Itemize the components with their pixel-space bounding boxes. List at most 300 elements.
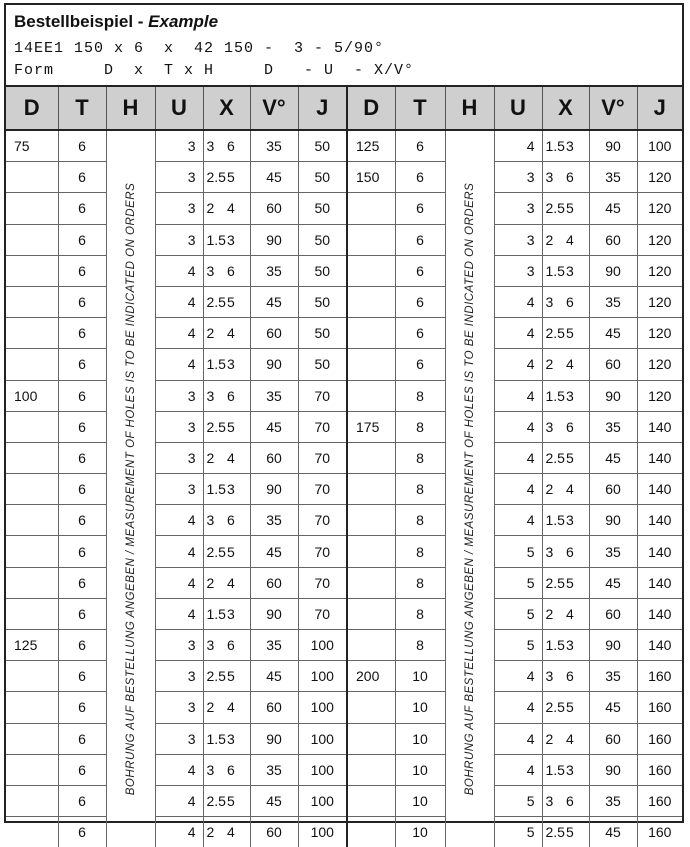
cell-x2: 4 [225, 318, 250, 349]
cell-x2: 6 [225, 380, 250, 411]
cell-t-right: 6 [395, 224, 445, 255]
cell-x1: 2 [203, 817, 225, 847]
cell-u-right: 5 [494, 536, 542, 567]
cell-d [6, 567, 58, 598]
cell-x1: 1.5 [203, 224, 225, 255]
cell-t-right: 8 [395, 598, 445, 629]
cell-x1: 2 [203, 318, 225, 349]
col-header-t: T [58, 86, 106, 130]
cell-d [6, 411, 58, 442]
cell-x1: 2 [203, 442, 225, 473]
cell-j: 50 [298, 162, 347, 193]
cell-t: 6 [58, 255, 106, 286]
dimensions-table [6, 85, 682, 847]
cell-x2-right: 6 [564, 536, 589, 567]
cell-j: 100 [298, 723, 347, 754]
cell-j: 50 [298, 130, 347, 162]
col-header-j-right: J [637, 86, 682, 130]
cell-j: 100 [298, 661, 347, 692]
cell-v-right: 35 [589, 162, 637, 193]
cell-u: 4 [155, 817, 203, 847]
cell-x2: 6 [225, 505, 250, 536]
cell-d-right [347, 318, 395, 349]
cell-u: 3 [155, 224, 203, 255]
cell-t-right: 8 [395, 474, 445, 505]
cell-x2-right: 5 [564, 442, 589, 473]
cell-x2: 5 [225, 536, 250, 567]
cell-x2: 4 [225, 692, 250, 723]
cell-u: 3 [155, 130, 203, 162]
cell-t: 6 [58, 692, 106, 723]
cell-v-right: 90 [589, 255, 637, 286]
cell-u: 4 [155, 255, 203, 286]
cell-d-right [347, 442, 395, 473]
cell-u-right: 4 [494, 318, 542, 349]
cell-j: 100 [298, 754, 347, 785]
cell-u-right: 4 [494, 723, 542, 754]
cell-x1: 2.5 [203, 536, 225, 567]
cell-u-right: 4 [494, 349, 542, 380]
cell-j-right: 140 [637, 505, 682, 536]
cell-t-right: 6 [395, 255, 445, 286]
cell-u: 4 [155, 754, 203, 785]
cell-v: 90 [250, 224, 298, 255]
cell-u: 3 [155, 193, 203, 224]
header-title [14, 12, 218, 32]
cell-u: 4 [155, 785, 203, 816]
cell-j-right: 160 [637, 785, 682, 816]
cell-v-right: 90 [589, 505, 637, 536]
cell-v-right: 35 [589, 536, 637, 567]
cell-t-right: 8 [395, 536, 445, 567]
cell-x2-right: 3 [564, 380, 589, 411]
cell-t: 6 [58, 162, 106, 193]
cell-x2-right: 4 [564, 598, 589, 629]
cell-u-right: 4 [494, 411, 542, 442]
cell-u-right: 3 [494, 255, 542, 286]
cell-t: 6 [58, 474, 106, 505]
cell-x2: 4 [225, 817, 250, 847]
col-header-v-right: V° [589, 86, 637, 130]
cell-v-right: 35 [589, 785, 637, 816]
cell-x1-right: 2 [542, 598, 564, 629]
cell-x1: 2.5 [203, 661, 225, 692]
cell-j: 70 [298, 442, 347, 473]
cell-t: 6 [58, 318, 106, 349]
cell-d [6, 754, 58, 785]
cell-x2-right: 3 [564, 754, 589, 785]
cell-v: 90 [250, 723, 298, 754]
cell-t-right: 6 [395, 193, 445, 224]
cell-x1: 2 [203, 692, 225, 723]
vertical-note-left [106, 130, 155, 847]
cell-d [6, 224, 58, 255]
cell-x1-right: 1.5 [542, 505, 564, 536]
cell-j-right: 120 [637, 286, 682, 317]
cell-d [6, 661, 58, 692]
cell-x1-right: 1.5 [542, 754, 564, 785]
cell-v-right: 35 [589, 661, 637, 692]
vertical-note-right [445, 130, 494, 847]
cell-x1: 2 [203, 567, 225, 598]
cell-d: 100 [6, 380, 58, 411]
cell-x2-right: 3 [566, 138, 574, 155]
cell-d-right [347, 817, 395, 847]
cell-u-right: 4 [494, 661, 542, 692]
cell-d [6, 785, 58, 816]
cell-v-right: 35 [589, 286, 637, 317]
cell-d-right [347, 349, 395, 380]
cell-v: 60 [250, 817, 298, 847]
cell-d-right: 200 [347, 661, 395, 692]
cell-d [6, 162, 58, 193]
cell-x1-right: 2 [542, 224, 564, 255]
cell-t: 6 [58, 723, 106, 754]
cell-x1-right: 2.5 [542, 817, 564, 847]
cell-v: 60 [250, 193, 298, 224]
cell-t: 6 [58, 130, 106, 162]
cell-d [6, 318, 58, 349]
cell-d-right [347, 754, 395, 785]
cell-x2-right: 3 [564, 255, 589, 286]
cell-j-right: 100 [637, 130, 682, 162]
cell-v-right: 45 [589, 692, 637, 723]
cell-v: 60 [250, 567, 298, 598]
cell-u-right: 4 [494, 692, 542, 723]
cell-x1-right: 2 [542, 474, 564, 505]
cell-t: 6 [58, 411, 106, 442]
cell-x2: 3 [225, 598, 250, 629]
cell-v-right: 90 [589, 130, 637, 162]
cell-u-right: 4 [494, 474, 542, 505]
cell-d-right [347, 630, 395, 661]
cell-j: 70 [298, 474, 347, 505]
title-dash: - [133, 12, 149, 31]
cell-x1-right: 3 [542, 785, 564, 816]
cell-x2-right: 6 [564, 162, 589, 193]
cell-x2-right: 5 [564, 817, 589, 847]
cell-x1: 3 [203, 255, 225, 286]
cell-x2-right: 3 [564, 505, 589, 536]
cell-x2-right: 5 [564, 318, 589, 349]
cell-d-right: 175 [347, 411, 395, 442]
cell-t-right: 8 [395, 380, 445, 411]
cell-u: 3 [155, 442, 203, 473]
cell-u-right: 3 [494, 224, 542, 255]
cell-x2-right: 4 [564, 723, 589, 754]
cell-t-right: 6 [395, 286, 445, 317]
cell-u: 3 [155, 661, 203, 692]
cell-v-right: 90 [589, 380, 637, 411]
cell-x1-right: 2.5 [542, 442, 564, 473]
column-header-row [6, 86, 682, 130]
cell-x1-right: 2.5 [542, 318, 564, 349]
cell-x2-right: 5 [564, 567, 589, 598]
cell-d-right [347, 692, 395, 723]
cell-u: 3 [155, 411, 203, 442]
cell-x2-right: 4 [564, 349, 589, 380]
cell-t: 6 [58, 817, 106, 847]
cell-x1: 1.5 [203, 349, 225, 380]
cell-x1-right: 1.5 [542, 255, 564, 286]
cell-u-right: 3 [494, 162, 542, 193]
cell-t: 6 [58, 349, 106, 380]
cell-d [6, 505, 58, 536]
cell-j-right: 140 [637, 567, 682, 598]
cell-v: 60 [250, 318, 298, 349]
col-header-u: U [155, 86, 203, 130]
cell-x1-right: 3 [542, 286, 564, 317]
cell-x2-right: 6 [564, 661, 589, 692]
cell-j: 100 [298, 630, 347, 661]
cell-x2: 3 [225, 224, 250, 255]
cell-j-right: 120 [637, 255, 682, 286]
cell-d [6, 474, 58, 505]
cell-x2-right: 5 [564, 193, 589, 224]
cell-v: 35 [250, 130, 298, 162]
cell-v-right: 60 [589, 598, 637, 629]
cell-x2: 6 [227, 138, 235, 155]
cell-u: 4 [155, 286, 203, 317]
cell-v: 45 [250, 286, 298, 317]
cell-j: 70 [298, 598, 347, 629]
cell-t-right: 8 [395, 567, 445, 598]
cell-u-right: 5 [494, 567, 542, 598]
cell-x1: 3 [203, 630, 225, 661]
cell-x2-right: 5 [564, 692, 589, 723]
cell-j: 100 [298, 692, 347, 723]
cell-u: 4 [155, 505, 203, 536]
vertical-note-text: BOHRUNG AUF BESTELLUNG ANGEBEN / MEASUREMENT OF HOLES IS TO BE INDICATED ON ORDERS [463, 182, 476, 796]
cell-j-right: 160 [637, 692, 682, 723]
cell-j: 50 [298, 349, 347, 380]
cell-v-right: 90 [589, 630, 637, 661]
cell-d [6, 442, 58, 473]
cell-u: 3 [155, 723, 203, 754]
col-header-t-right: T [395, 86, 445, 130]
cell-v: 60 [250, 692, 298, 723]
cell-x1: 1.5 [203, 598, 225, 629]
cell-u: 3 [155, 380, 203, 411]
cell-d-right [347, 255, 395, 286]
cell-t: 6 [58, 380, 106, 411]
cell-t-right: 10 [395, 817, 445, 847]
col-header-d: D [6, 86, 58, 130]
cell-x2-right: 6 [564, 785, 589, 816]
cell-t-right: 10 [395, 692, 445, 723]
cell-d-right [347, 193, 395, 224]
col-header-d-right: D [347, 86, 395, 130]
cell-v: 35 [250, 255, 298, 286]
cell-j: 70 [298, 380, 347, 411]
cell-t-right: 10 [395, 723, 445, 754]
cell-u-right: 4 [494, 505, 542, 536]
col-header-x: X [203, 86, 250, 130]
cell-j: 70 [298, 411, 347, 442]
cell-t: 6 [58, 598, 106, 629]
cell-d-right [347, 505, 395, 536]
cell-t-right: 10 [395, 661, 445, 692]
cell-t: 6 [58, 505, 106, 536]
cell-x1: 2.5 [203, 785, 225, 816]
cell-j-right: 140 [637, 474, 682, 505]
cell-u: 4 [155, 318, 203, 349]
cell-v: 35 [250, 754, 298, 785]
cell-t: 6 [58, 442, 106, 473]
table-body [6, 130, 682, 847]
cell-t: 6 [58, 286, 106, 317]
cell-u-right: 4 [494, 442, 542, 473]
cell-j: 100 [298, 785, 347, 816]
cell-v: 90 [250, 598, 298, 629]
cell-d: 75 [14, 138, 30, 155]
col-header-v: V° [250, 86, 298, 130]
cell-v-right: 60 [589, 723, 637, 754]
cell-u-right: 4 [494, 286, 542, 317]
cell-u: 4 [155, 598, 203, 629]
cell-x2: 4 [225, 442, 250, 473]
cell-x1-right: 2.5 [542, 692, 564, 723]
cell-v-right: 45 [589, 817, 637, 847]
cell-j-right: 120 [637, 162, 682, 193]
cell-x1: 3 [203, 505, 225, 536]
cell-j-right: 140 [637, 630, 682, 661]
cell-x2: 5 [225, 411, 250, 442]
cell-v: 45 [250, 661, 298, 692]
cell-u: 3 [155, 162, 203, 193]
cell-x1: 2.5 [203, 286, 225, 317]
cell-v-right: 35 [589, 411, 637, 442]
cell-t: 6 [58, 630, 106, 661]
cell-u: 3 [155, 692, 203, 723]
cell-t: 6 [58, 785, 106, 816]
cell-x2: 6 [225, 630, 250, 661]
cell-t: 6 [58, 567, 106, 598]
cell-j-right: 160 [637, 754, 682, 785]
cell-j: 70 [298, 567, 347, 598]
cell-v: 45 [250, 536, 298, 567]
cell-d-right [347, 536, 395, 567]
cell-v: 45 [250, 411, 298, 442]
cell-x1-right: 2 [542, 723, 564, 754]
cell-t-right: 6 [395, 349, 445, 380]
table-row [6, 130, 682, 162]
cell-v: 90 [250, 349, 298, 380]
cell-j-right: 160 [637, 817, 682, 847]
cell-u-right: 5 [494, 817, 542, 847]
cell-d-right [347, 723, 395, 754]
cell-t-right: 10 [395, 785, 445, 816]
cell-d [6, 817, 58, 847]
cell-t-right: 6 [395, 162, 445, 193]
cell-d-right [347, 474, 395, 505]
cell-t: 6 [58, 536, 106, 567]
cell-x2: 5 [225, 286, 250, 317]
col-header-x-right: X [542, 86, 589, 130]
cell-v-right: 45 [589, 193, 637, 224]
cell-d-right [347, 567, 395, 598]
cell-d-right [347, 785, 395, 816]
cell-j: 70 [298, 536, 347, 567]
cell-x2: 5 [225, 785, 250, 816]
cell-v-right: 90 [589, 754, 637, 785]
cell-x2: 5 [225, 162, 250, 193]
cell-x2: 3 [225, 349, 250, 380]
cell-u: 4 [155, 349, 203, 380]
cell-x1-right: 3 [542, 411, 564, 442]
cell-d-right: 150 [347, 162, 395, 193]
cell-j: 50 [298, 255, 347, 286]
cell-x2: 6 [225, 754, 250, 785]
cell-x1-right: 2.5 [542, 193, 564, 224]
cell-u-right: 5 [494, 785, 542, 816]
order-table-frame [4, 3, 684, 841]
cell-t-right: 8 [395, 442, 445, 473]
cell-v: 45 [250, 162, 298, 193]
cell-j: 50 [298, 193, 347, 224]
cell-u-right: 5 [494, 598, 542, 629]
cell-t: 6 [58, 661, 106, 692]
cell-v: 90 [250, 474, 298, 505]
cell-u-right: 5 [494, 630, 542, 661]
cell-v-right: 45 [589, 318, 637, 349]
cell-u: 3 [155, 474, 203, 505]
cell-u: 4 [155, 567, 203, 598]
cell-t-right: 8 [395, 411, 445, 442]
cell-d-right [347, 380, 395, 411]
cell-v: 60 [250, 442, 298, 473]
cell-v: 35 [250, 380, 298, 411]
example-code-line: 14EE1 150 x 6 x 42 150 - 3 - 5/90° [14, 40, 385, 57]
cell-d [6, 598, 58, 629]
cell-t-right: 8 [395, 630, 445, 661]
col-header-h-right: H [445, 86, 494, 130]
cell-v: 35 [250, 630, 298, 661]
cell-x2: 4 [225, 193, 250, 224]
cell-t: 6 [58, 754, 106, 785]
cell-j: 50 [298, 224, 347, 255]
cell-j: 70 [298, 505, 347, 536]
cell-j: 50 [298, 286, 347, 317]
cell-t: 6 [58, 224, 106, 255]
cell-x2: 3 [225, 723, 250, 754]
cell-u: 3 [155, 630, 203, 661]
cell-x2: 4 [225, 567, 250, 598]
cell-x2-right: 4 [564, 224, 589, 255]
cell-x2-right: 6 [564, 411, 589, 442]
cell-d-right [347, 598, 395, 629]
cell-j-right: 140 [637, 536, 682, 567]
cell-t: 6 [58, 193, 106, 224]
cell-x1-right: 3 [542, 661, 564, 692]
vertical-note-text: BOHRUNG AUF BESTELLUNG ANGEBEN / MEASUREMENT OF HOLES IS TO BE INDICATED ON ORDERS [124, 182, 137, 796]
col-header-u-right: U [494, 86, 542, 130]
cell-x1: 1.5 [203, 474, 225, 505]
cell-j-right: 120 [637, 318, 682, 349]
cell-t-right: 6 [395, 130, 445, 162]
cell-j-right: 120 [637, 380, 682, 411]
cell-j-right: 140 [637, 598, 682, 629]
cell-x1: 1.5 [203, 723, 225, 754]
cell-t-right: 6 [395, 318, 445, 349]
cell-d-right [347, 286, 395, 317]
cell-j-right: 140 [637, 442, 682, 473]
example-header [8, 7, 680, 85]
cell-j-right: 120 [637, 193, 682, 224]
cell-d [6, 255, 58, 286]
cell-x2-right: 6 [564, 286, 589, 317]
cell-x1: 3 [203, 754, 225, 785]
